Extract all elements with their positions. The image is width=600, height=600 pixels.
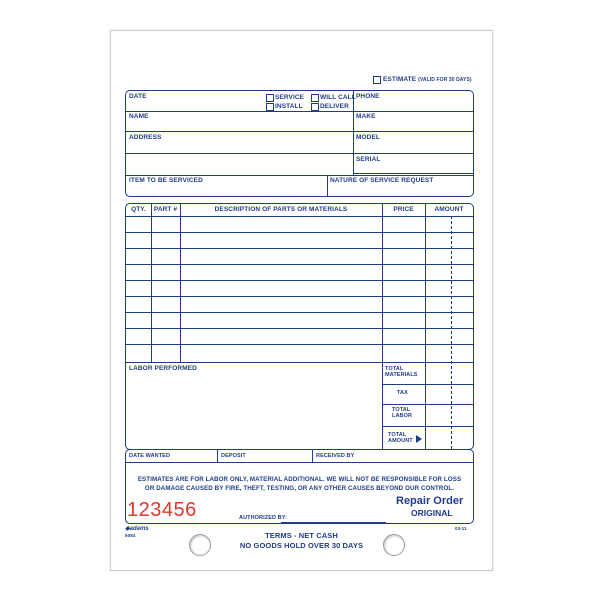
part-header: PART # — [153, 206, 178, 213]
estimate-label: ESTIMATE (VALID FOR 30 DAYS) — [383, 76, 472, 83]
name-label: NAME — [129, 113, 149, 120]
description-header: DESCRIPTION OF PARTS OR MATERIALS — [214, 206, 348, 213]
parts-table — [125, 203, 474, 450]
item-to-be-serviced-label: ITEM TO BE SERVICED — [129, 177, 203, 184]
brand-logo: ◆adams — [125, 526, 149, 532]
deposit-label: DEPOSIT — [221, 453, 246, 459]
estimate-checkbox[interactable] — [373, 76, 381, 84]
amount-header: AMOUNT — [434, 206, 464, 213]
disclaimer-line-2: OR DAMAGE CAUSED BY FIRE, THEFT, TESTING, OR ANY OTHER CAUSES BEYOND OUR CONTROL. — [144, 485, 455, 492]
authorized-by-label: AUTHORIZED BY: — [239, 515, 288, 521]
form-code: 5084 — [125, 533, 136, 538]
form-number: 123456 — [127, 499, 197, 521]
nature-of-service-label: NATURE OF SERVICE REQUEST — [330, 177, 434, 184]
price-header: PRICE — [393, 206, 414, 213]
hold-text: NO GOODS HOLD OVER 30 DAYS — [239, 541, 364, 550]
binding-hole-left — [189, 534, 211, 556]
service-label: SERVICE — [275, 94, 305, 101]
phone-label: PHONE — [356, 93, 380, 100]
form-title: Repair Order — [396, 495, 464, 507]
qty-header: QTY. — [131, 206, 146, 213]
repair-order-form — [110, 30, 493, 571]
date-wanted-label: DATE WANTED — [129, 453, 171, 459]
install-checkbox[interactable] — [266, 103, 274, 111]
labor-performed-label: LABOR PERFORMED — [129, 365, 197, 372]
form-subtitle: ORIGINAL — [411, 508, 453, 518]
authorization-section — [125, 449, 474, 524]
model-label: MODEL — [356, 134, 380, 141]
terms-text: TERMS - NET CASH — [265, 531, 338, 540]
binding-hole-right — [383, 534, 405, 556]
date-code: 03-11 — [455, 526, 467, 531]
total-amount-label: TOTAL AMOUNT — [388, 432, 413, 444]
total-labor-label: TOTAL LABOR — [392, 407, 413, 419]
adams-logo-icon: ◆ — [125, 526, 130, 532]
serial-label: SERIAL — [356, 156, 381, 163]
deliver-label: DELIVER — [320, 103, 349, 110]
disclaimer-line-1: ESTIMATES ARE FOR LABOR ONLY, MATERIAL ADDITIONAL. WE WILL NOT BE RESPONSIBLE FOR LOSS — [137, 476, 462, 483]
arrow-right-icon — [416, 435, 422, 443]
will-call-checkbox[interactable] — [311, 94, 319, 102]
service-checkbox[interactable] — [266, 94, 274, 102]
received-by-label: RECEIVED BY — [316, 453, 355, 459]
customer-info-section — [125, 90, 474, 197]
will-call-label: WILL CALL — [320, 94, 356, 101]
make-label: MAKE — [356, 113, 376, 120]
date-label: DATE — [129, 93, 147, 100]
deliver-checkbox[interactable] — [311, 103, 319, 111]
install-label: INSTALL — [275, 103, 303, 110]
tax-label: TAX — [397, 390, 408, 396]
total-materials-label: TOTAL MATERIALS — [385, 366, 418, 378]
address-label: ADDRESS — [129, 134, 162, 141]
